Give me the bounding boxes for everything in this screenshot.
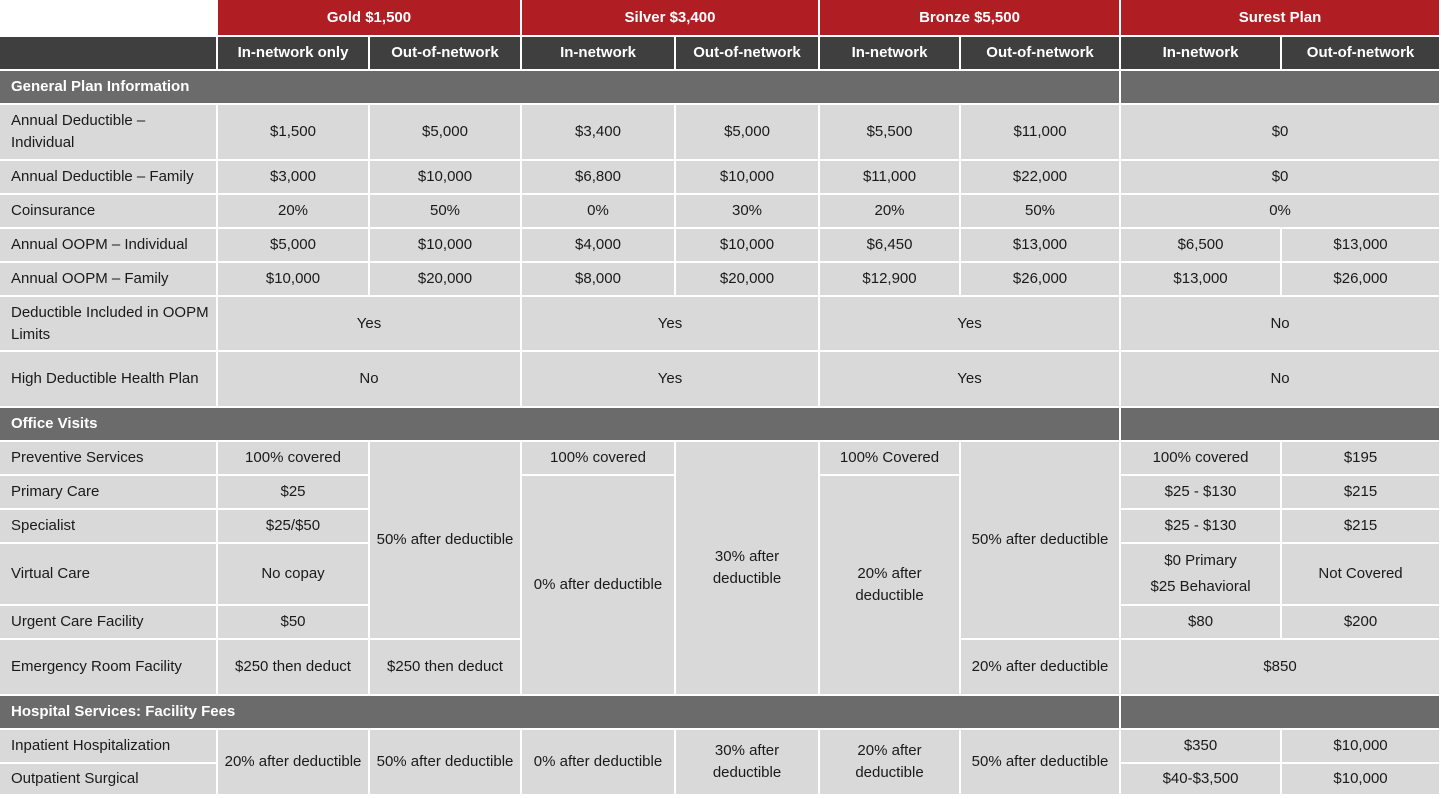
table-cell: 100% covered: [1121, 442, 1282, 476]
corner-cell-dark: [0, 37, 218, 71]
row-label: Primary Care: [0, 476, 218, 510]
table-cell: Yes: [218, 297, 522, 352]
table-cell: $11,000: [820, 161, 961, 195]
merged-cell: 30% after deductible: [676, 442, 820, 696]
table-cell: $5,000: [676, 105, 820, 161]
table-cell: $26,000: [1282, 263, 1441, 297]
table-cell: [1121, 544, 1282, 606]
surest-out-network-header: Out-of-network: [1282, 37, 1441, 71]
row-label: Coinsurance: [0, 195, 218, 229]
table-cell: $5,000: [370, 105, 522, 161]
table-cell: $50: [218, 606, 370, 640]
table-cell: 50%: [370, 195, 522, 229]
table-cell: $25: [218, 476, 370, 510]
section-title-office: Office Visits: [0, 408, 1121, 442]
table-row: [0, 442, 1441, 476]
merged-cell: 20% after deductible: [820, 730, 961, 796]
row-label: Inpatient Hospitalization: [0, 730, 218, 764]
table-cell: $350: [1121, 730, 1282, 764]
row-label: Annual OOPM – Family: [0, 263, 218, 297]
table-cell: $3,400: [522, 105, 676, 161]
merged-cell: 50% after deductible: [370, 442, 522, 640]
table-cell: 100% covered: [218, 442, 370, 476]
table-row: [0, 195, 1441, 229]
table-cell: $850: [1121, 640, 1441, 696]
table-cell: Yes: [522, 297, 820, 352]
table-cell: $6,800: [522, 161, 676, 195]
virtual-primary-line: $0 Primary: [1164, 552, 1237, 569]
tier-silver-header: Silver $3,400: [522, 0, 820, 37]
bronze-in-network-header: In-network: [820, 37, 961, 71]
silver-in-network-header: In-network: [522, 37, 676, 71]
table-cell: $5,000: [218, 229, 370, 263]
table-cell: Yes: [522, 352, 820, 408]
table-cell: $80: [1121, 606, 1282, 640]
table-cell: No: [218, 352, 522, 408]
table-cell: $10,000: [1282, 764, 1441, 796]
table-cell: $20,000: [676, 263, 820, 297]
table-cell: $13,000: [1121, 263, 1282, 297]
table-cell: $13,000: [1282, 229, 1441, 263]
surest-in-network-header: In-network: [1121, 37, 1282, 71]
virtual-behavioral-line: $25 Behavioral: [1150, 578, 1251, 595]
table-cell: $10,000: [676, 161, 820, 195]
table-cell: $4,000: [522, 229, 676, 263]
table-cell: $40-$3,500: [1121, 764, 1282, 796]
table-cell: 100% covered: [522, 442, 676, 476]
silver-out-network-header: Out-of-network: [676, 37, 820, 71]
row-label: Virtual Care: [0, 544, 218, 606]
table-cell: 0%: [1121, 195, 1441, 229]
table-cell: Not Covered: [1282, 544, 1441, 606]
table-cell: $200: [1282, 606, 1441, 640]
table-cell: $25/$50: [218, 510, 370, 544]
table-cell: Yes: [820, 297, 1121, 352]
table-row: [0, 105, 1441, 161]
merged-cell: 20% after deductible: [820, 476, 961, 696]
merged-cell: 0% after deductible: [522, 730, 676, 796]
table-cell: 20%: [820, 195, 961, 229]
merged-cell: 50% after deductible: [961, 442, 1121, 640]
table-cell: $8,000: [522, 263, 676, 297]
table-cell: $6,450: [820, 229, 961, 263]
merged-cell: 0% after deductible: [522, 476, 676, 696]
tier-bronze-header: Bronze $5,500: [820, 0, 1121, 37]
table-cell: $10,000: [1282, 730, 1441, 764]
table-cell: $22,000: [961, 161, 1121, 195]
row-label: Outpatient Surgical: [0, 764, 218, 796]
row-label: Urgent Care Facility: [0, 606, 218, 640]
section-bar-surest: [1121, 71, 1441, 105]
network-header-row: [0, 37, 1441, 71]
row-label: Specialist: [0, 510, 218, 544]
table-cell: Yes: [820, 352, 1121, 408]
tier-header-row: [0, 0, 1441, 37]
table-cell: $250 then deduct: [218, 640, 370, 696]
section-title-hospital: Hospital Services: Facility Fees: [0, 696, 1121, 730]
table-cell: $3,000: [218, 161, 370, 195]
gold-in-network-header: In-network only: [218, 37, 370, 71]
bronze-out-network-header: Out-of-network: [961, 37, 1121, 71]
table-cell: $195: [1282, 442, 1441, 476]
row-label: Preventive Services: [0, 442, 218, 476]
table-row: [0, 352, 1441, 408]
merged-cell: 50% after deductible: [370, 730, 522, 796]
table-cell: 20% after deductible: [961, 640, 1121, 696]
table-row: [0, 730, 1441, 764]
merged-cell: 30% after deductible: [676, 730, 820, 796]
table-cell: $1,500: [218, 105, 370, 161]
section-row-hospital: [0, 696, 1441, 730]
table-cell: $250 then deduct: [370, 640, 522, 696]
row-label: Emergency Room Facility: [0, 640, 218, 696]
table-row: [0, 161, 1441, 195]
table-row: [0, 297, 1441, 352]
table-cell: $215: [1282, 510, 1441, 544]
table-cell: $26,000: [961, 263, 1121, 297]
gold-out-network-header: Out-of-network: [370, 37, 522, 71]
table-cell: $25 - $130: [1121, 510, 1282, 544]
table-cell: 100% Covered: [820, 442, 961, 476]
table-cell: $0: [1121, 105, 1441, 161]
table-cell: 50%: [961, 195, 1121, 229]
table-cell: $215: [1282, 476, 1441, 510]
table-cell: $20,000: [370, 263, 522, 297]
table-cell: $10,000: [676, 229, 820, 263]
section-row-general: [0, 71, 1441, 105]
table-row: [0, 229, 1441, 263]
table-cell: $10,000: [218, 263, 370, 297]
row-label: Annual Deductible – Family: [0, 161, 218, 195]
table-cell: $11,000: [961, 105, 1121, 161]
table-cell: $12,900: [820, 263, 961, 297]
table-cell: 0%: [522, 195, 676, 229]
table-row: [0, 263, 1441, 297]
section-title-general: General Plan Information: [0, 71, 1121, 105]
table-cell: $5,500: [820, 105, 961, 161]
tier-surest-header: Surest Plan: [1121, 0, 1441, 37]
row-label: Deductible Included in OOPM Limits: [0, 297, 218, 352]
table-cell: $13,000: [961, 229, 1121, 263]
section-bar-surest: [1121, 696, 1441, 730]
corner-cell: [0, 0, 218, 37]
table-cell: No: [1121, 297, 1441, 352]
table-cell: 20%: [218, 195, 370, 229]
table-cell: $25 - $130: [1121, 476, 1282, 510]
table-cell: No copay: [218, 544, 370, 606]
merged-cell: 50% after deductible: [961, 730, 1121, 796]
table-cell: $0: [1121, 161, 1441, 195]
table-cell: $10,000: [370, 229, 522, 263]
section-bar-surest: [1121, 408, 1441, 442]
section-row-office: [0, 408, 1441, 442]
row-label: High Deductible Health Plan: [0, 352, 218, 408]
merged-cell: 20% after deductible: [218, 730, 370, 796]
row-label: Annual Deductible – Individual: [0, 105, 218, 161]
table-cell: 30%: [676, 195, 820, 229]
row-label: Annual OOPM – Individual: [0, 229, 218, 263]
tier-gold-header: Gold $1,500: [218, 0, 522, 37]
table-cell: $6,500: [1121, 229, 1282, 263]
table-cell: No: [1121, 352, 1441, 408]
table-cell: $10,000: [370, 161, 522, 195]
